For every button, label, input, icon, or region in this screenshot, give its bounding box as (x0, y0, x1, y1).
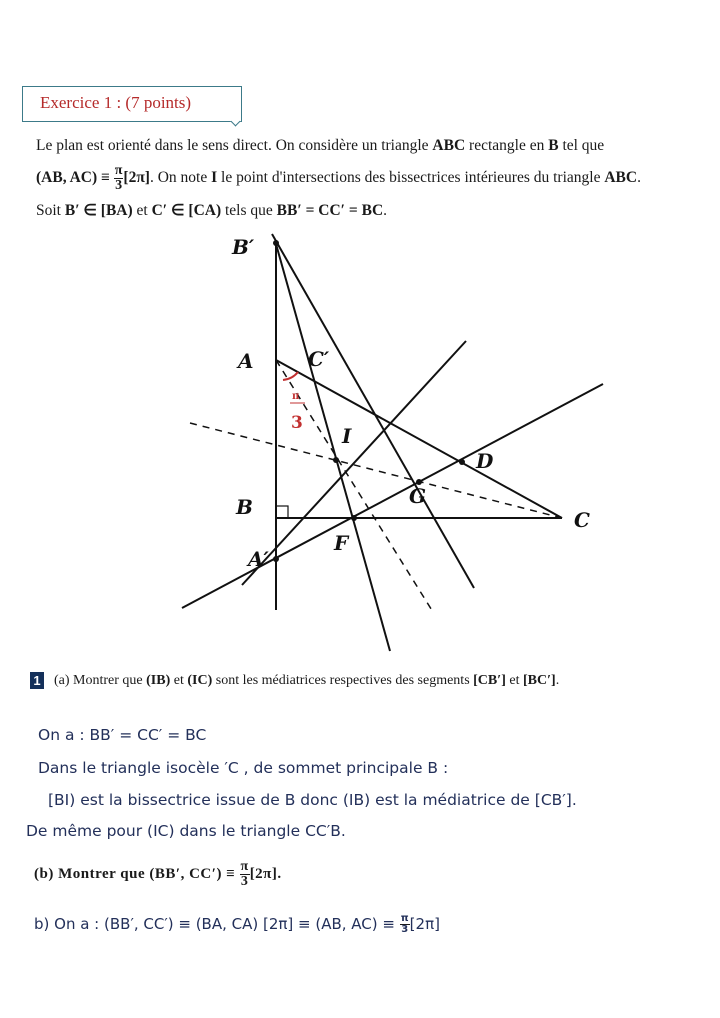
fraction-pi-over-3: $\frac{\pi}{3}$ (114, 163, 123, 193)
fraction-pi-over-3-answer: $\frac{\pi}{3}$ (400, 913, 409, 935)
statement-line-3: Soit B′ ∈ [BA) et C′ ∈ [CA) tels que BB′ = CC′ = BC. (36, 202, 388, 219)
label-B: B (236, 495, 253, 519)
label-I: I (342, 424, 352, 448)
statement-line-1: Le plan est orienté dans le sens direct. On considère un triangle ABC rectangle en B tel que (36, 137, 605, 154)
line-BprimeG (272, 234, 474, 588)
question-1b: (b) Montrer que (BB′, CC′) ≡ $\frac{\pi}{3}$ [2π]. (34, 859, 282, 889)
label-A: A (238, 349, 254, 373)
answer-line-1: On a : BB′ = CC′ = BC (38, 726, 207, 744)
line-BprimeF (276, 244, 390, 651)
label-D: D (476, 449, 494, 473)
label-F: F (334, 531, 349, 555)
point-I (333, 457, 339, 463)
answer-line-4: De même pour (IC) dans le triangle CC′B. (26, 822, 346, 840)
question-number-badge: 1 (30, 672, 44, 689)
exercise-title: Exercice 1 : (7 points) (40, 93, 192, 112)
label-G: G (409, 484, 427, 508)
statement-line-2: (AB, AC) ≡ $\frac{\pi}{3}$ [2π]. On note I le point d'intersections des bissectrices intérieures du triangle ABC. (36, 163, 641, 193)
point-D (459, 459, 465, 465)
answer-line-2: Dans le triangle isocèle ′C , de sommet principale B : (38, 759, 449, 777)
point-Aprime (273, 556, 279, 562)
fraction-pi-over-3-b: $\frac{\pi}{3}$ (240, 859, 249, 889)
label-Cprime: C′ (308, 347, 330, 371)
right-angle-mark (276, 506, 288, 518)
label-Bprime: B′ (232, 235, 255, 259)
angle-label-pi: π (292, 391, 300, 402)
answer-b: b) On a : (BB′, CC′) ≡ (BA, CA) [2π] ≡ (AB, AC) ≡ $\frac{\pi}{3}$ [2π] (34, 913, 440, 935)
point-F (351, 515, 357, 521)
question-1a: (a) Montrer que (IB) et (IC) sont les médiatrices respectives des segments [CB′] et [BC′]. (54, 673, 560, 688)
label-C: C (574, 508, 590, 532)
answer-line-3: [BI) est la bissectrice issue de B donc (IB) est la médiatrice de [CB′]. (48, 791, 577, 809)
point-Bprime (273, 240, 279, 246)
label-Aprime: A′ (248, 547, 269, 571)
angle-label-3: 3 (291, 413, 303, 433)
